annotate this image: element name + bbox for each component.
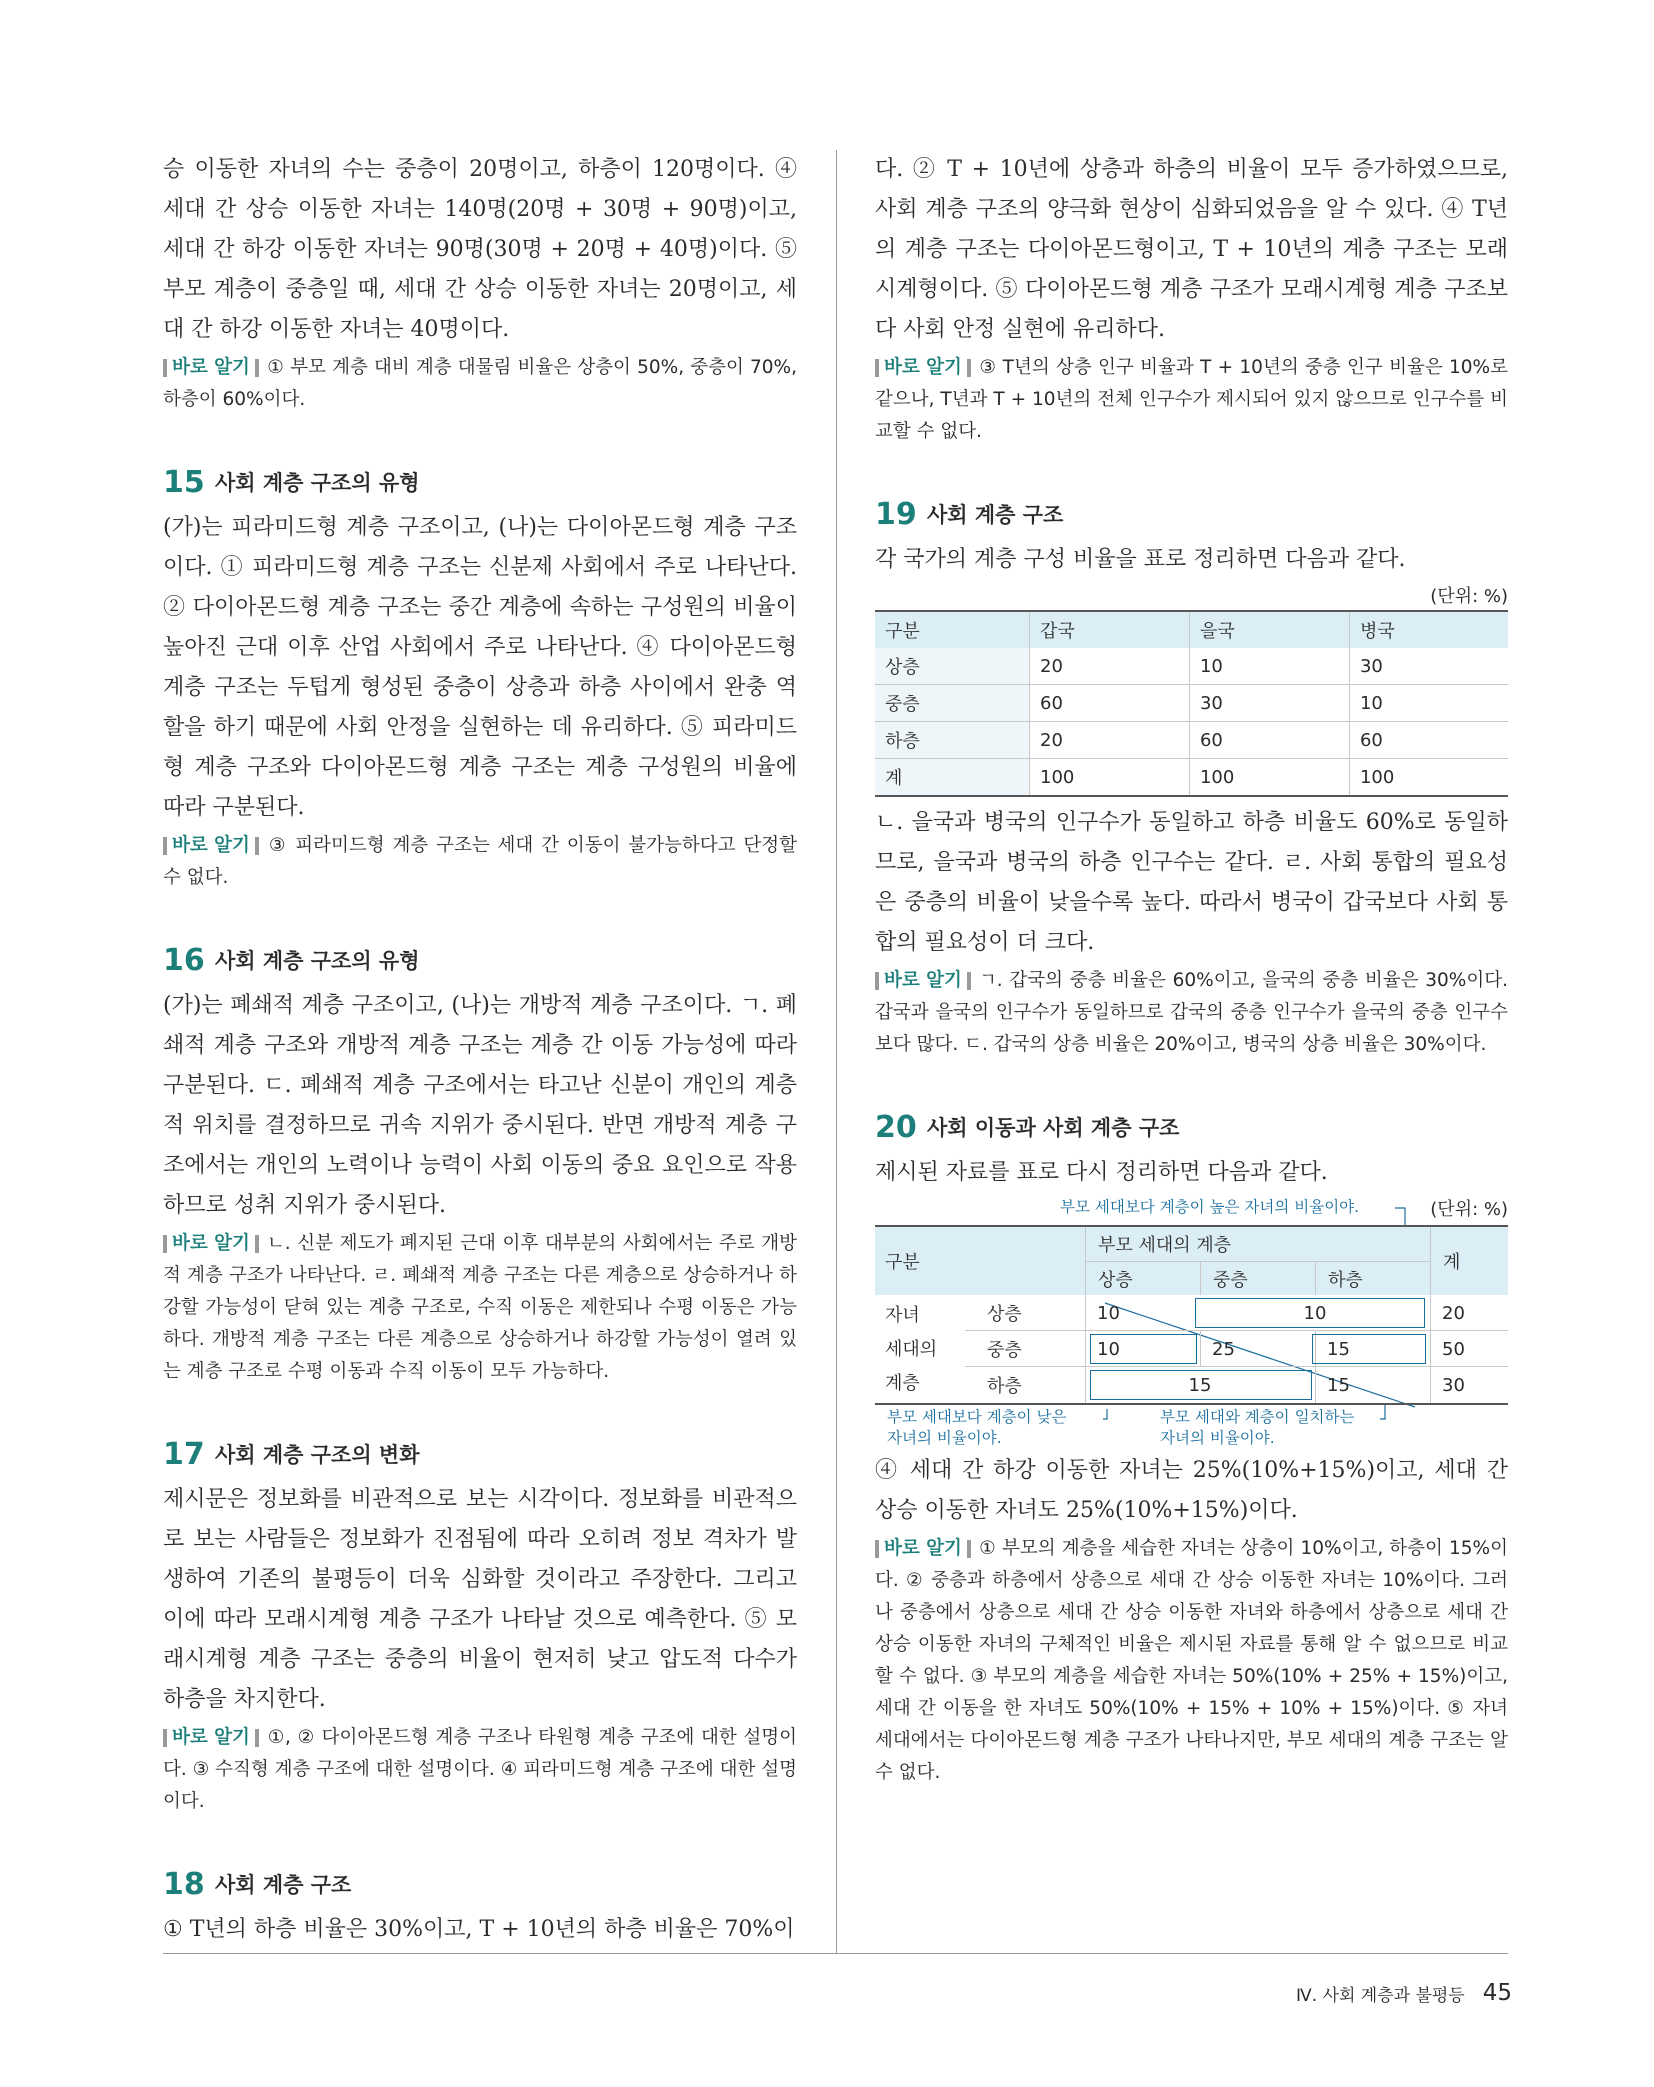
row-label: 하층 <box>987 1376 1022 1397</box>
section-18-body: ① T년의 하층 비율은 30%이고, T + 10년의 하층 비율은 70%이 <box>163 1917 795 1942</box>
section-number: 16 <box>163 942 205 978</box>
table-cell: 10 <box>1303 1302 1327 1324</box>
table-row <box>875 648 1508 685</box>
table-row <box>875 722 1508 759</box>
section-title: 사회 계층 구조의 유형 <box>215 949 420 973</box>
mobility-table-figure <box>875 1195 1508 1447</box>
table-cell: 60 <box>1030 685 1190 722</box>
annotation-line: 부모 세대와 계층이 일치하는 <box>1160 1408 1355 1426</box>
table-cell: 20 <box>1030 648 1190 685</box>
page-number: 45 <box>1482 1980 1512 2006</box>
correction-note <box>875 965 1508 1061</box>
section-16-heading <box>163 938 797 982</box>
table-cell: 10 <box>1189 648 1349 685</box>
section-19-explanation: ㄴ. 을국과 병국의 인구수가 동일하고 하층 비율도 60%로 동일하므로, 을국과 병국의 하층 인구수는 같다. ㄹ. 사회 통합의 필요성은 중층의 비율이 낮을수록 높다. 따라서 병국이 갑국보다 사회 통합의 필요성이 더 크다. <box>875 810 1508 955</box>
table-header-cell: 중층 <box>1200 1261 1315 1295</box>
section-number: 17 <box>163 1436 205 1472</box>
correction-note <box>875 352 1508 448</box>
table-header-cell: 상층 <box>1085 1261 1200 1295</box>
correction-text: ①, ② 다이아몬드형 계층 구조나 타원형 계층 구조에 대한 설명이다. ③ 수직형 계층 구조에 대한 설명이다. ④ 피라미드형 계층 구조에 대한 설명이다. <box>163 1727 797 1812</box>
table-cell: 계 <box>875 759 1030 797</box>
table-cell: 60 <box>1349 722 1508 759</box>
row-group-line: 자녀 <box>885 1305 920 1326</box>
row-label: 중층 <box>965 1331 1085 1367</box>
section-title: 사회 계층 구조 <box>927 503 1064 527</box>
table-cell: 30 <box>1349 648 1508 685</box>
correction-note <box>875 1533 1508 1789</box>
upward-box <box>1195 1298 1425 1328</box>
intro-paragraph-left: 승 이동한 자녀의 수는 중층이 20명이고, 하층이 120명이다. ④ 세대 간 상승 이동한 자녀는 140명(20명 + 30명 + 90명)이고, 세대 간 하강 이동한 자녀는 90명(30명 + 20명 + 40명)이다. ⑤ 부모 계층이 중층일 때, 세대 간 상승 이동한 자녀는 20명이고, 세대 간 하강 이동한 자녀는 40명이다. <box>163 157 797 342</box>
annotation-downward <box>887 1407 1067 1449</box>
section-19-body: 각 국가의 계층 구성 비율을 표로 정리하면 다음과 같다. <box>875 547 1406 572</box>
table-header-cell: 부모 세대의 계층 <box>1085 1227 1443 1261</box>
table-cell: 100 <box>1349 759 1508 797</box>
table-header-cell: 하층 <box>1315 1261 1430 1295</box>
correction-text: ① 부모의 계층을 세습한 자녀는 상층이 10%이고, 하층이 15%이다. ② 중층과 하층에서 상층으로 세대 간 상승 이동한 자녀는 10%이다. 그러나 중층에서 상층으로 세대 간 상승 이동한 자녀와 하층에서 상층으로 세대 간 상승 이동한 자녀의 구체적인 비율은 제시된 자료를 통해 알 수 없으므로 비교할 수 없다. ③ 부모의 계층을 세습한 자녀는 50%(10% + 25% + 15%)이고, 세대 간 이동을 한 자녀도 50%(10% + 15% + 10% + 15%)이다. ⑤ 자녀 세대에서는 다이아몬드형 계층 구조가 나타나지만, 부모 세대의 계층 구조는 알 수 없다. <box>875 1538 1508 1783</box>
table-cell: 10 <box>1349 685 1508 722</box>
annotation-line: 부모 세대보다 계층이 낮은 <box>887 1408 1067 1426</box>
correction-text: ① 부모 계층 대비 계층 대물림 비율은 상층이 50%, 중층이 70%, 하층이 60%이다. <box>163 357 797 410</box>
section-title: 사회 계층 구조의 변화 <box>215 1443 420 1467</box>
annotation-upward: 부모 세대보다 계층이 높은 자녀의 비율이야. <box>1060 1198 1360 1216</box>
correction-text: ③ T년의 상층 인구 비율과 T + 10년의 중층 인구 비율은 10%로 같으나, T년과 T + 10년의 전체 인구수가 제시되어 있지 않으므로 인구수를 비교할 수 없다. <box>875 357 1508 442</box>
section-15-heading <box>163 460 797 504</box>
table-unit: (단위: %) <box>1430 586 1508 607</box>
section-number: 20 <box>875 1109 917 1145</box>
table-cell: 상층 <box>875 648 1030 685</box>
annotation-same <box>1160 1407 1354 1449</box>
table-header-cell: 계 <box>1430 1227 1508 1295</box>
table-header-row <box>875 611 1508 648</box>
table-header-cell: 구분 <box>875 1227 1095 1295</box>
bottom-rule <box>163 1953 1508 1954</box>
table-cell: 20 <box>1442 1302 1465 1324</box>
table-cell: 100 <box>1189 759 1349 797</box>
correction-badge: 바로 알기 <box>163 359 259 377</box>
section-title: 사회 이동과 사회 계층 구조 <box>927 1116 1180 1140</box>
correction-text: ㄴ. 신분 제도가 폐지된 근대 이후 대부분의 사회에서는 주로 개방적 계층 구조가 나타난다. ㄹ. 폐쇄적 계층 구조는 다른 계층으로 상승하거나 하강할 가능성이 닫혀 있는 계층 구조로, 수직 이동은 제한되나 수평 이동은 가능하다. 개방적 계층 구조는 다른 계층으로 상승하거나 하강할 가능성이 열려 있는 계층 구조로 수평 이동과 수직 이동이 모두 가능하다. <box>163 1233 797 1382</box>
section-number: 15 <box>163 464 205 500</box>
section-title: 사회 계층 구조의 유형 <box>215 471 420 495</box>
table-cell: 60 <box>1189 722 1349 759</box>
correction-note <box>163 1722 797 1818</box>
table-cell: 하층 <box>875 722 1030 759</box>
section-18-heading <box>163 1862 797 1906</box>
section-number: 18 <box>163 1866 205 1902</box>
section-20-heading <box>875 1105 1508 1149</box>
correction-badge: 바로 알기 <box>163 1729 259 1747</box>
table-cell: 100 <box>1030 759 1190 797</box>
table-header-cell: 병국 <box>1349 611 1508 648</box>
section-17-heading <box>163 1432 797 1476</box>
correction-text: ㄱ. 갑국의 중층 비율은 60%이고, 을국의 중층 비율은 30%이다. 갑국과 을국의 인구수가 동일하므로 갑국의 중층 인구수가 을국의 중층 인구수보다 많다. ㄷ. 갑국의 상층 비율은 20%이고, 병국의 상층 비율은 30%이다. <box>875 970 1508 1055</box>
table-unit: (단위: %) <box>1430 1199 1508 1220</box>
annotation-line: 자녀의 비율이야. <box>887 1429 1002 1447</box>
table-row <box>875 759 1508 797</box>
chapter-title: Ⅳ. 사회 계층과 불평등 <box>1296 1985 1465 2006</box>
row-group-label <box>885 1299 965 1401</box>
correction-badge: 바로 알기 <box>875 972 971 990</box>
section-17-body: 제시문은 정보화를 비관적으로 보는 시각이다. 정보화를 비관적으로 보는 사람들은 정보화가 진점됨에 따라 오히려 정보 격차가 발생하여 기존의 불평등이 더욱 심화할 것이라고 주장한다. 그리고 이에 따라 모래시계형 계층 구조가 나타날 것으로 예측한다. ⑤ 모래시계형 계층 구조는 중층의 비율이 현저히 낮고 압도적 다수가 하층을 차지한다. <box>163 1487 797 1712</box>
left-column <box>163 150 797 1950</box>
upward-box <box>1312 1334 1426 1364</box>
table-cell: 25 <box>1212 1338 1235 1360</box>
correction-note <box>163 1228 797 1388</box>
table-cell: 30 <box>1442 1374 1465 1396</box>
table-cell: 30 <box>1189 685 1349 722</box>
row-group-line: 세대의 <box>885 1339 938 1360</box>
section-15-body: (가)는 피라미드형 계층 구조이고, (나)는 다이아몬드형 계층 구조이다. ① 피라미드형 계층 구조는 신분제 사회에서 주로 나타난다. ② 다이아몬드형 계층 구조는 중간 계층에 속하는 구성원의 비율이 높아진 근대 이후 산업 사회에서 주로 나타난다. ④ 다이아몬드형 계층 구조는 두텁게 형성된 중층이 상층과 하층 사이에서 완충 역할을 하기 때문에 사회 안정을 실현하는 데 유리하다. ⑤ 피라미드형 계층 구조와 다이아몬드형 계층 구조는 계층 구성원의 비율에 따라 구분된다. <box>163 515 797 820</box>
correction-note <box>163 352 797 416</box>
table-cell: 20 <box>1030 722 1190 759</box>
column-divider <box>836 150 837 1953</box>
correction-note <box>163 830 797 894</box>
table-cell: 15 <box>1327 1338 1350 1360</box>
correction-badge: 바로 알기 <box>163 1235 259 1253</box>
table-cell: 10 <box>1097 1338 1120 1360</box>
table-cell: 15 <box>1327 1374 1350 1396</box>
table-cell: 15 <box>1188 1374 1212 1396</box>
row-label: 상층 <box>965 1295 1085 1331</box>
table-header-cell: 갑국 <box>1030 611 1190 648</box>
correction-badge: 바로 알기 <box>875 359 971 377</box>
correction-badge: 바로 알기 <box>875 1540 971 1558</box>
table-header-cell: 구분 <box>875 611 1030 648</box>
table-cell: 50 <box>1442 1338 1465 1360</box>
class-ratio-table <box>875 610 1508 797</box>
section-20-body: 제시된 자료를 표로 다시 정리하면 다음과 같다. <box>875 1160 1328 1185</box>
intro-paragraph-right: 다. ② T + 10년에 상층과 하층의 비율이 모두 증가하였으므로, 사회 계층 구조의 양극화 현상이 심화되었음을 알 수 있다. ④ T년의 계층 구조는 다이아몬드형이고, T + 10년의 계층 구조는 모래시계형이다. ⑤ 다이아몬드형 계층 구조가 모래시계형 계층 구조보다 사회 안정 실현에 유리하다. <box>875 157 1508 342</box>
section-16-body: (가)는 폐쇄적 계층 구조이고, (나)는 개방적 계층 구조이다. ㄱ. 폐쇄적 계층 구조와 개방적 계층 구조는 계층 간 이동 가능성에 따라 구분된다. ㄷ. 폐쇄적 계층 구조에서는 타고난 신분이 개인의 계층적 위치를 결정하므로 귀속 지위가 중시된다. 반면 개방적 계층 구조에서는 개인의 노력이나 능력이 사회 이동의 중요 요인으로 작용하므로 성취 지위가 중시된다. <box>163 993 797 1218</box>
annotation-line: 자녀의 비율이야. <box>1160 1429 1275 1447</box>
page-footer <box>1296 1980 1512 2006</box>
correction-badge: 바로 알기 <box>163 837 259 855</box>
table-cell: 10 <box>1097 1302 1120 1324</box>
section-title: 사회 계층 구조 <box>215 1873 352 1897</box>
table-row <box>875 685 1508 722</box>
section-number: 19 <box>875 496 917 532</box>
table-header-cell: 을국 <box>1189 611 1349 648</box>
correction-text: ③ 피라미드형 계층 구조는 세대 간 이동이 불가능하다고 단정할 수 없다. <box>163 835 797 888</box>
section-19-heading <box>875 492 1508 536</box>
downward-box <box>1090 1370 1312 1400</box>
row-group-line: 계층 <box>885 1373 920 1394</box>
table-cell: 중층 <box>875 685 1030 722</box>
right-column <box>875 150 1508 1789</box>
section-20-explanation: ④ 세대 간 하강 이동한 자녀는 25%(10%+15%)이고, 세대 간 상승 이동한 자녀도 25%(10%+15%)이다. <box>875 1458 1508 1523</box>
downward-box <box>1090 1334 1197 1364</box>
